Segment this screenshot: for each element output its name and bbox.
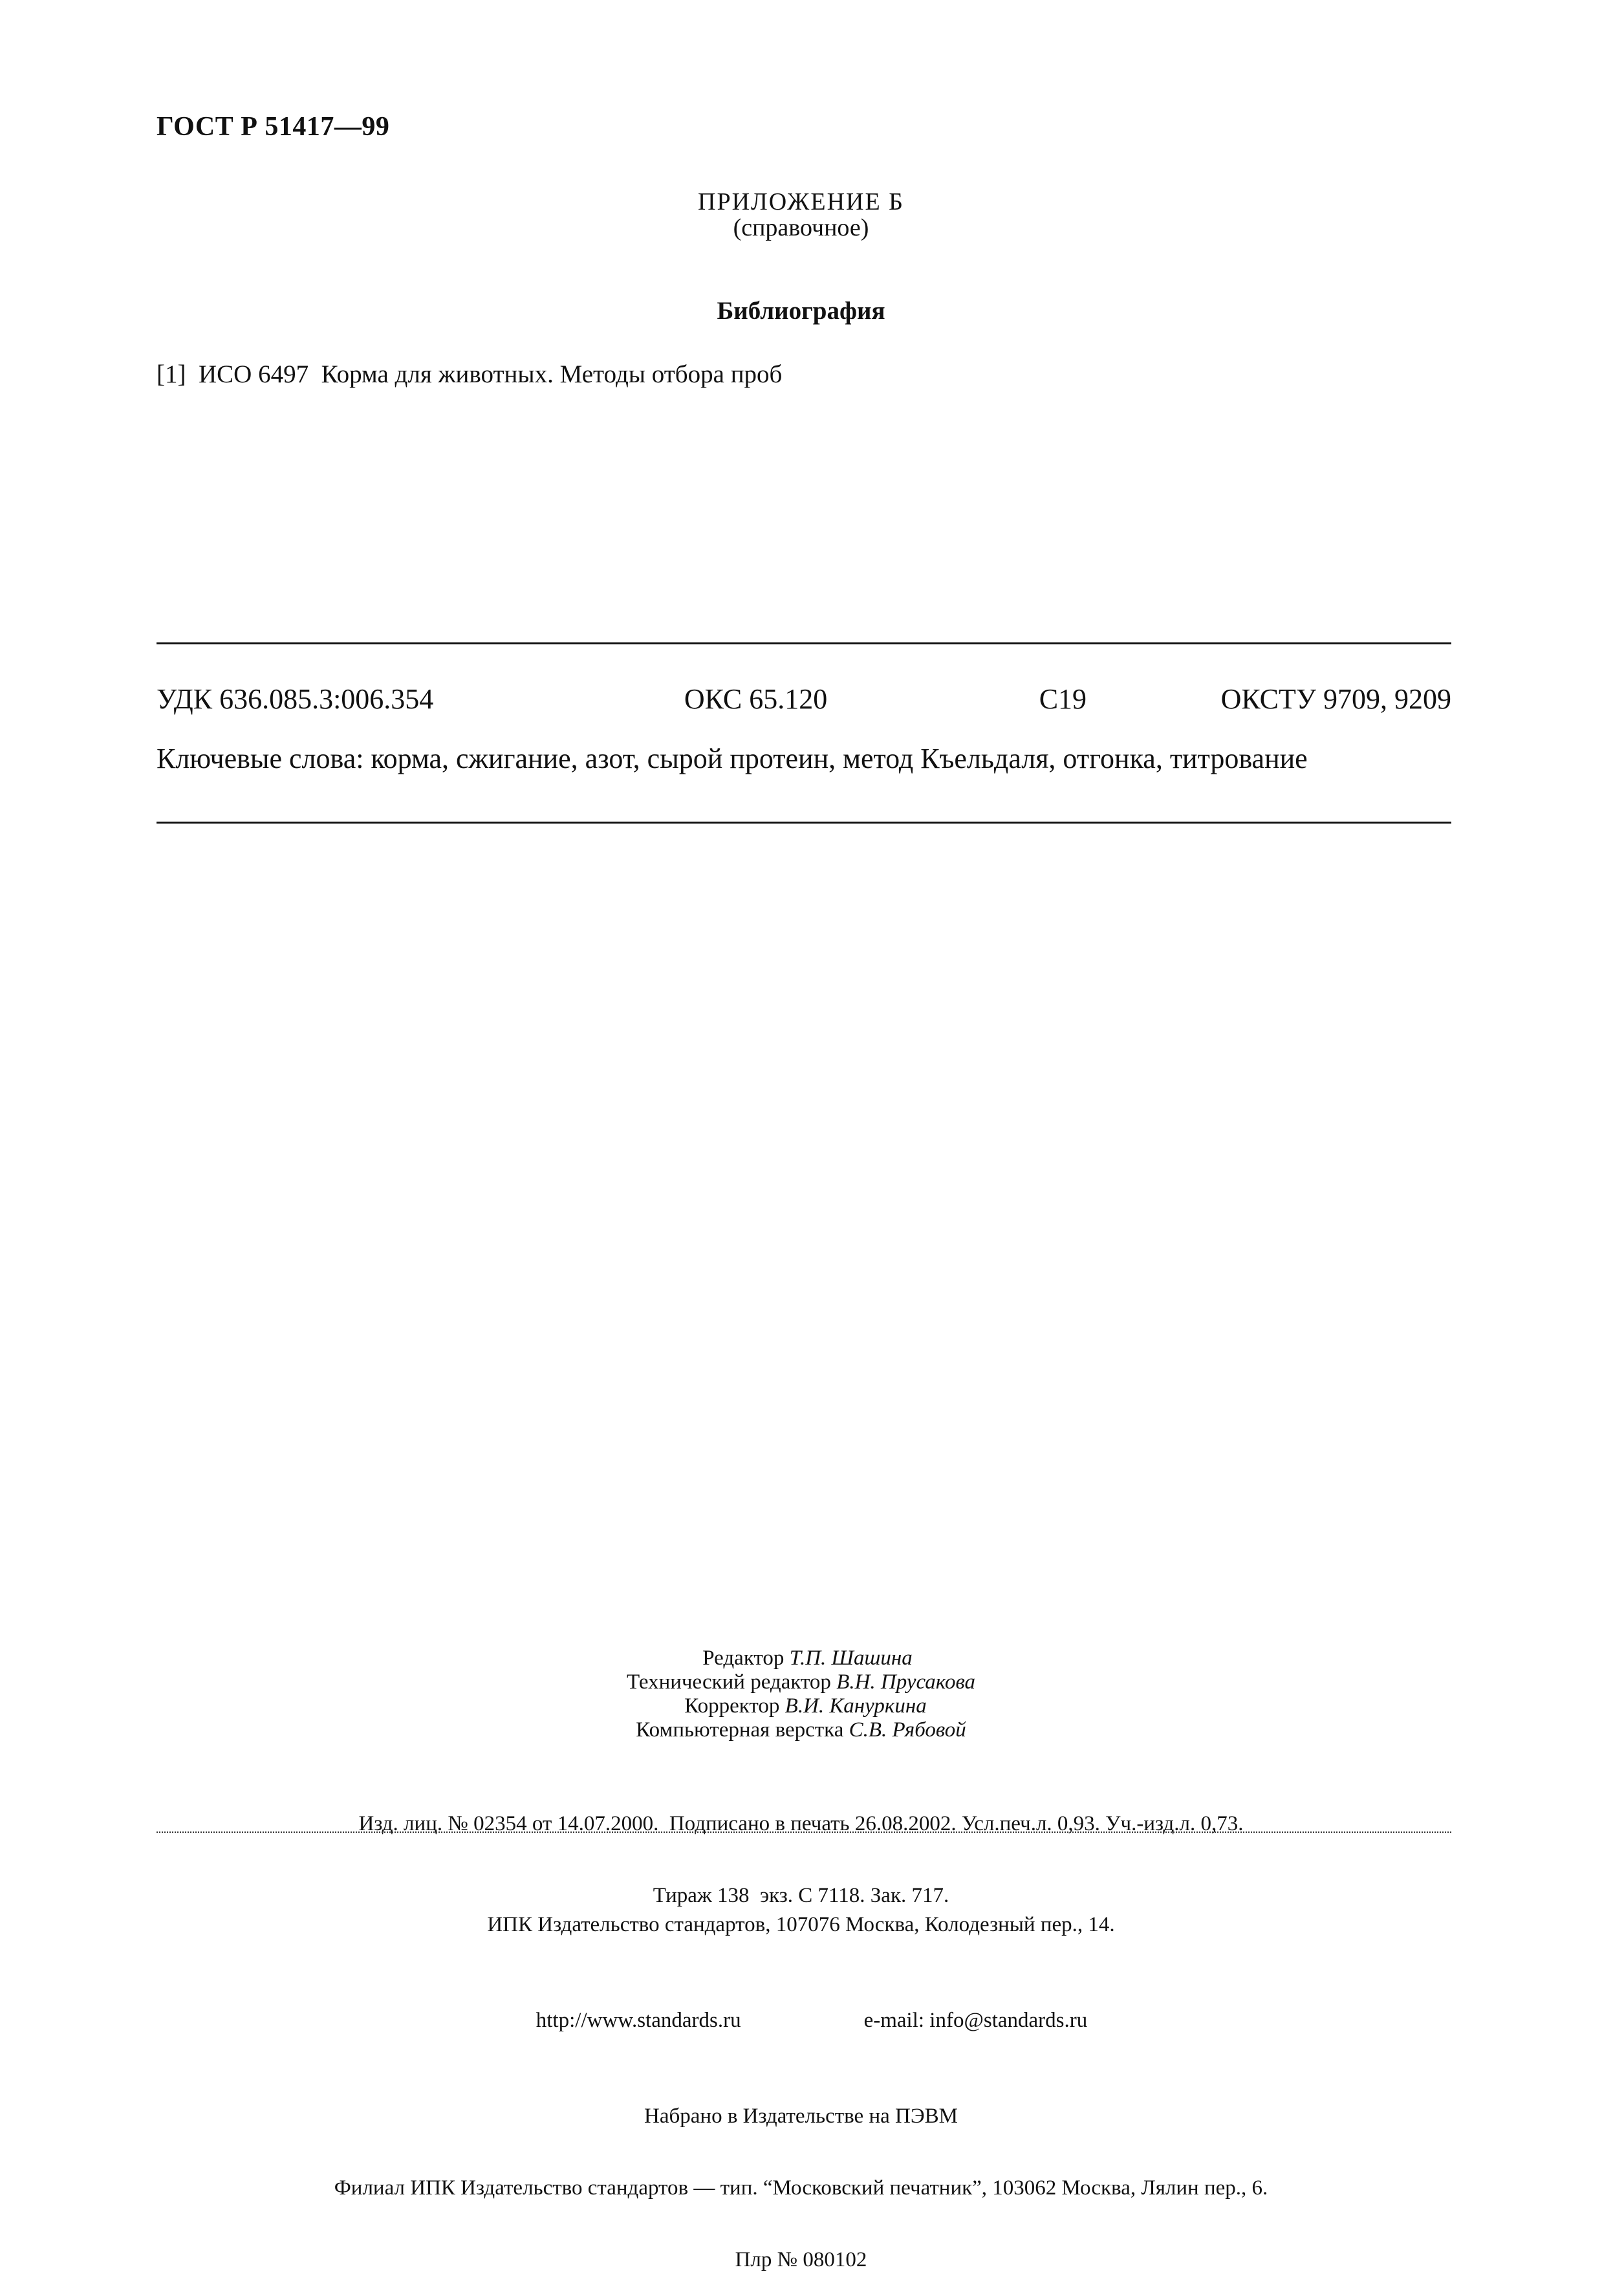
- credit-editor-name: Т.П. Шашина: [789, 1646, 913, 1670]
- publisher-line-3: Набрано в Издательстве на ПЭВМ: [644, 2105, 958, 2128]
- oks-code: ОКС 65.120: [684, 683, 828, 715]
- credit-tech-editor: Технический редактор В.Н. Прусакова: [626, 1670, 976, 1694]
- classification-row: [157, 683, 1451, 716]
- divider-thin: [157, 1831, 1451, 1833]
- publisher-line-1: ИПК Издательство стандартов, 107076 Москва, Колодезный пер., 14.: [487, 1913, 1115, 1936]
- credit-editor: Редактор Т.П. Шашина: [702, 1646, 913, 1670]
- udk-code: УДК 636.085.3:006.354: [157, 683, 434, 715]
- bibliography-heading: Библиография: [717, 297, 885, 325]
- credit-corrector: Корректор В.И. Кануркина: [684, 1694, 927, 1718]
- document-code: ГОСТ Р 51417—99: [157, 112, 390, 142]
- keywords: Ключевые слова: корма, сжигание, азот, сырой протеин, метод Къельдаля, отгонка, титрование: [157, 743, 1308, 774]
- credit-layout-name: С.В. Рябовой: [849, 1718, 966, 1742]
- group-code: С19: [1039, 683, 1087, 715]
- appendix-type: (справочное): [733, 214, 869, 241]
- appendix-title: ПРИЛОЖЕНИЕ Б: [698, 188, 904, 215]
- okstu-code: ОКСТУ 9709, 9209: [1220, 683, 1451, 715]
- divider-bottom: [157, 822, 1451, 824]
- credit-corrector-name: В.И. Кануркина: [785, 1694, 927, 1718]
- credit-tech-editor-name: В.Н. Прусакова: [836, 1670, 976, 1694]
- publisher-email[interactable]: e-mail: info@standards.ru: [863, 2009, 1088, 2032]
- publication-line-1: Изд. лиц. № 02354 от 14.07.2000. Подписано в печать 26.08.2002. Усл.печ.л. 0,93. Уч.-изд.л. 0,73.: [358, 1812, 1244, 1835]
- credit-layout: Компьютерная верстка С.В. Рябовой: [636, 1718, 966, 1742]
- publisher-line-5: Плр № 080102: [735, 2248, 867, 2271]
- publication-line-2: Тираж 138 экз. С 7118. Зак. 717.: [653, 1884, 949, 1907]
- credits-block: [0, 1646, 1602, 1742]
- divider-top: [157, 642, 1451, 644]
- publisher-info: [0, 1865, 1602, 2296]
- publisher-website[interactable]: http://www.standards.ru: [536, 2009, 741, 2032]
- publisher-line-4: Филиал ИПК Издательство стандартов — тип. “Московский печатник”, 103062 Москва, Лялин пер., 6.: [334, 2176, 1268, 2200]
- bibliography-entry: [1] ИСО 6497 Корма для животных. Методы отбора проб: [157, 360, 783, 388]
- publisher-contacts: [0, 1985, 1602, 2057]
